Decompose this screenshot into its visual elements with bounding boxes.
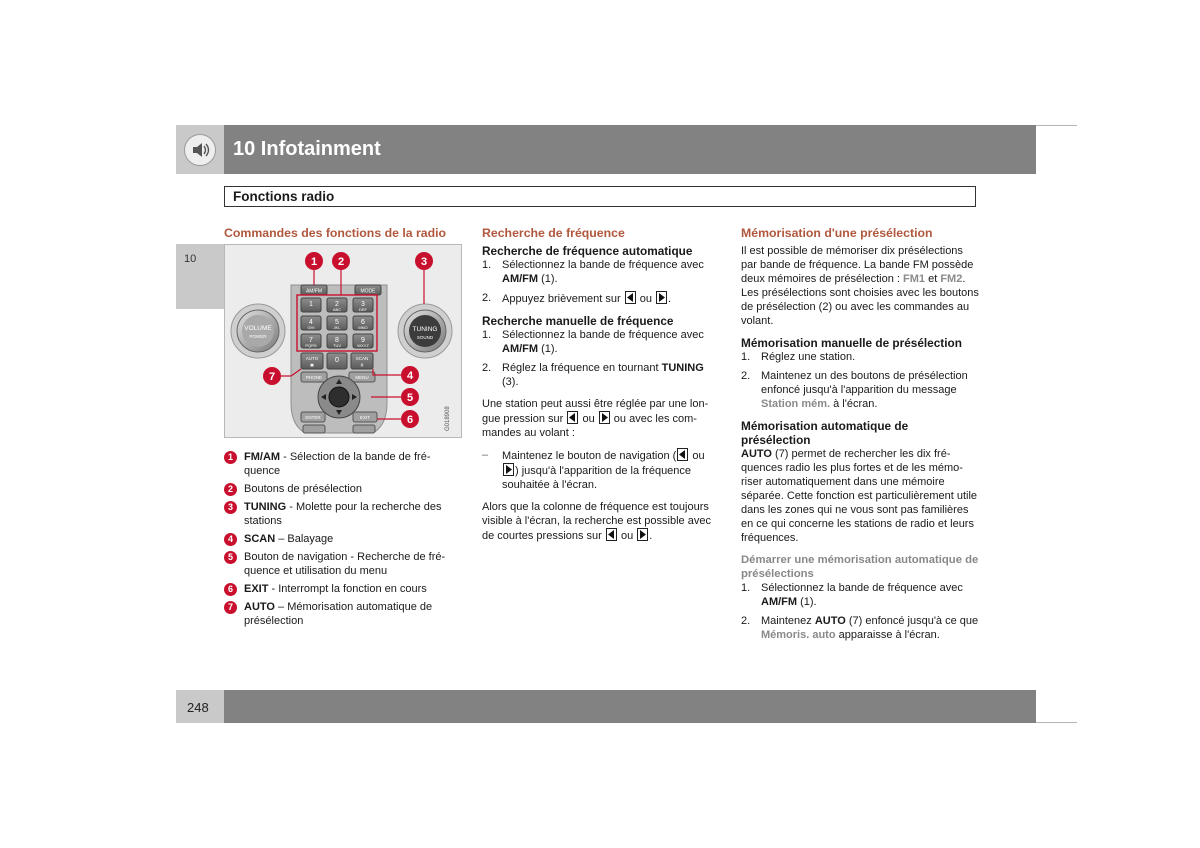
paragraph-term: AUTO [741, 448, 772, 460]
volume-label: VOLUME [244, 325, 272, 332]
speaker-icon [184, 134, 216, 166]
chapter-tab [176, 244, 224, 309]
list-item [482, 258, 720, 286]
key-4-letters: GHI [307, 325, 315, 330]
sound-label: SOUND [416, 335, 434, 340]
legend-badge: 4 [224, 533, 237, 546]
step-text: apparaisse à l'écran. [835, 629, 940, 641]
paragraph-text: ou [617, 530, 637, 542]
step-text: (1). [538, 343, 558, 355]
callout-4: 4 [406, 370, 414, 382]
key-9-letters: WXYZ [357, 343, 369, 348]
fm2-label: FM2 [940, 273, 963, 285]
legend-item [224, 582, 460, 596]
key-7-digit: 7 [309, 337, 313, 344]
key-4-digit: 4 [309, 319, 313, 326]
legend-text: – Mémorisation automatique de présélection [244, 601, 433, 627]
paragraph-text: Alors que la colonne de fréquence est toujours visible à l'écran, la recherche est possible avec de courtes pressions sur [482, 501, 711, 542]
key-7-letters: PQRS [305, 343, 317, 348]
auto-button-label: AUTO [305, 356, 319, 361]
hash-symbol: # [360, 363, 364, 369]
list-item [482, 291, 720, 306]
paragraph-text: (7) permet de rechercher les dix fréquences radio les plus fortes et de les mémoriser automatiquement dans une mémoire séparée. Cette fonction est particulièrement utile dans les zones qui ne vous sont pas familières en ce qui concerne les stations de radio et leurs fréquences. [741, 448, 978, 544]
footer-band [224, 690, 1036, 723]
callout-5: 5 [406, 392, 414, 404]
legend-term: EXIT [244, 583, 269, 595]
paragraph-text: ou avec les commandes au volant : [482, 413, 697, 439]
chapter-header [224, 125, 1036, 174]
key-9-digit: 9 [361, 337, 365, 344]
step-number: 2. [482, 292, 492, 304]
list-item [482, 448, 720, 492]
frequency-search-heading: Recherche de fréquence [482, 226, 625, 240]
legend-badge: 5 [224, 551, 237, 564]
legend-badge: 2 [224, 483, 237, 496]
legend-term: SCAN [244, 533, 276, 545]
list-item [741, 581, 979, 609]
key-1-digit: 1 [309, 301, 313, 308]
step-term: AM/FM [502, 273, 539, 285]
display-message: Mémoris. auto [761, 629, 836, 641]
scan-button-label: SCAN [355, 356, 369, 361]
legend-text: - Molette pour la recherche des stations [244, 501, 442, 527]
controls-heading: Commandes des fonctions de la radio [224, 226, 447, 240]
key-6-letters: MNO [358, 325, 368, 330]
legend-term: AUTO [244, 601, 275, 613]
paragraph-text: Une station peut aussi être réglée par une longue pression sur [482, 398, 709, 425]
step-text: Réglez la fréquence en tournant [502, 362, 662, 374]
page-number-box [176, 690, 224, 723]
auto-search-heading: Recherche de fréquence automatique [482, 244, 693, 258]
paragraph-text: ou [579, 413, 598, 425]
legend-term: FM/AM [244, 451, 281, 463]
control-panel-illustration [225, 245, 461, 437]
step-text: Sélectionnez la bande de fréquence avec [761, 582, 963, 594]
step-number: 1. [741, 351, 751, 363]
list-item [741, 350, 979, 364]
auto-preset-heading: Mémorisation automatique de présélection [741, 419, 909, 447]
page-number: 248 [187, 700, 209, 715]
preset-keypad [301, 298, 373, 348]
next-button-icon [503, 463, 514, 476]
legend-badge: 1 [224, 451, 237, 464]
callout-1: 1 [310, 256, 318, 268]
step-text: (7) enfoncé jusqu'à ce que [845, 615, 979, 627]
legend-term: TUNING [244, 501, 287, 513]
legend-item [224, 532, 460, 546]
step-text: Maintenez un des boutons de présélection enfoncé jusqu'à l'apparition du message [761, 370, 968, 396]
step-text: Maintenez [761, 615, 815, 627]
callout-2: 2 [337, 256, 345, 268]
section-header [224, 186, 976, 207]
legend-item [224, 600, 460, 628]
legend-badge: 7 [224, 601, 237, 614]
key-8-letters: TUV [333, 343, 341, 348]
legend-item [224, 500, 460, 528]
radio-control-panel-figure [224, 244, 462, 438]
key-0-digit: 0 [335, 357, 339, 364]
manual-preset-heading: Mémorisation manuelle de présélection [741, 336, 962, 350]
step-text: (1). [538, 273, 558, 285]
menu-button-label: MENU [355, 375, 369, 380]
paragraph-text: et [925, 273, 941, 285]
key-3-digit: 3 [361, 301, 365, 308]
callout-3: 3 [420, 256, 428, 268]
step-number: 2. [741, 615, 751, 627]
step-text: Sélectionnez la bande de fréquence avec [502, 329, 704, 341]
paragraph-text: Il est possible de mémoriser dix présélections par bande de fréquence. La bande FM possède deux mémoires de présélection : [741, 245, 974, 285]
figure-legend [224, 450, 460, 628]
next-button-icon [656, 291, 667, 304]
tuning-label: TUNING [412, 326, 438, 333]
legend-text: - Interrompt la fonction en cours [268, 583, 427, 595]
step-text: ou [689, 450, 705, 462]
previous-button-icon [606, 528, 617, 541]
step-text: Sélectionnez la bande de fréquence avec [502, 259, 704, 271]
step-text: ) jusqu'à l'apparition de la fréquence souhaitée à l'écran. [502, 465, 692, 491]
exit-button-label: EXIT [359, 415, 371, 420]
power-label: POWER [249, 334, 267, 339]
preset-heading: Mémorisation d'une présélection [741, 226, 933, 240]
previous-button-icon [567, 411, 578, 424]
column-presets [741, 226, 979, 642]
step-text: à l'écran. [830, 398, 878, 410]
step-text: (1). [797, 596, 817, 608]
previous-button-icon [625, 291, 636, 304]
preset-intro [741, 244, 979, 328]
chapter-title: 10 Infotainment [233, 138, 381, 160]
column-frequency-search [482, 226, 720, 543]
step-text: Appuyez brièvement sur [502, 293, 624, 305]
legend-text: Boutons de présélection [244, 483, 363, 495]
paragraph-text: . Les présélections sont choisies avec les boutons de présélection (2) ou avec les commandes au volant. [741, 273, 979, 327]
fm1-label: FM1 [903, 273, 926, 285]
legend-item [224, 550, 460, 578]
key-2-digit: 2 [335, 301, 339, 308]
auto-preset-paragraph [741, 447, 979, 545]
step-text: Réglez une station. [761, 351, 856, 363]
chapter-icon-box [176, 125, 224, 174]
step-term: AUTO [814, 615, 846, 627]
key-3-letters: DEF [359, 307, 367, 312]
legend-badge: 3 [224, 501, 237, 514]
phone-button-label: PHONE [305, 375, 323, 380]
key-2-letters: ABC [332, 307, 342, 312]
short-press-paragraph [482, 500, 720, 543]
list-item [741, 614, 979, 642]
manual-search-heading: Recherche manuelle de fréquence [482, 314, 674, 328]
step-number: 2. [482, 362, 492, 374]
legend-item [224, 482, 460, 496]
column-controls [224, 226, 460, 632]
display-message: Station mém. [761, 398, 831, 410]
header-rule [1036, 125, 1077, 126]
step-number: 1. [482, 259, 492, 271]
legend-badge: 6 [224, 583, 237, 596]
section-title: Fonctions radio [233, 189, 335, 204]
paragraph-text: . [649, 530, 653, 542]
mode-button-label: MODE [360, 288, 376, 295]
list-item [482, 328, 720, 356]
legend-text: – Balayage [275, 533, 334, 545]
key-6-digit: 6 [361, 319, 365, 326]
next-button-icon [637, 528, 648, 541]
step-text: (3). [502, 376, 519, 388]
enter-button-label: ENTER [305, 415, 321, 420]
step-term: AM/FM [502, 343, 539, 355]
step-term: AM/FM [761, 596, 798, 608]
key-5-digit: 5 [335, 319, 339, 326]
dash-bullet: – [482, 449, 489, 461]
list-item [741, 369, 979, 411]
footer-rule [1036, 722, 1077, 723]
step-text: . [668, 293, 672, 305]
step-text: ou [636, 293, 656, 305]
next-button-icon [599, 411, 610, 424]
star-symbol: ✱ [309, 363, 315, 369]
legend-text: Bouton de navigation - Recherche de fréquence et utilisation du menu [244, 551, 446, 577]
step-text: Maintenez le bouton de navigation ( [502, 450, 677, 462]
key-8-digit: 8 [335, 337, 339, 344]
figure-code: G018908 [445, 406, 451, 431]
step-number: 2. [741, 370, 751, 382]
legend-item [224, 450, 460, 478]
step-term: TUNING [661, 362, 704, 374]
previous-button-icon [677, 448, 688, 461]
long-press-paragraph [482, 397, 720, 440]
key-5-letters: JKL [333, 325, 341, 330]
callout-7: 7 [268, 371, 276, 383]
am-fm-button-label: AM/FM [305, 288, 323, 295]
callout-6: 6 [406, 414, 414, 426]
legend-text: - Sélection de la bande de fréquence [244, 451, 431, 477]
step-number: 1. [741, 582, 751, 594]
start-auto-preset-heading: Démarrer une mémorisation automatique de présélections [741, 554, 979, 580]
chapter-tab-number: 10 [184, 253, 197, 265]
step-number: 1. [482, 329, 492, 341]
list-item [482, 361, 720, 389]
